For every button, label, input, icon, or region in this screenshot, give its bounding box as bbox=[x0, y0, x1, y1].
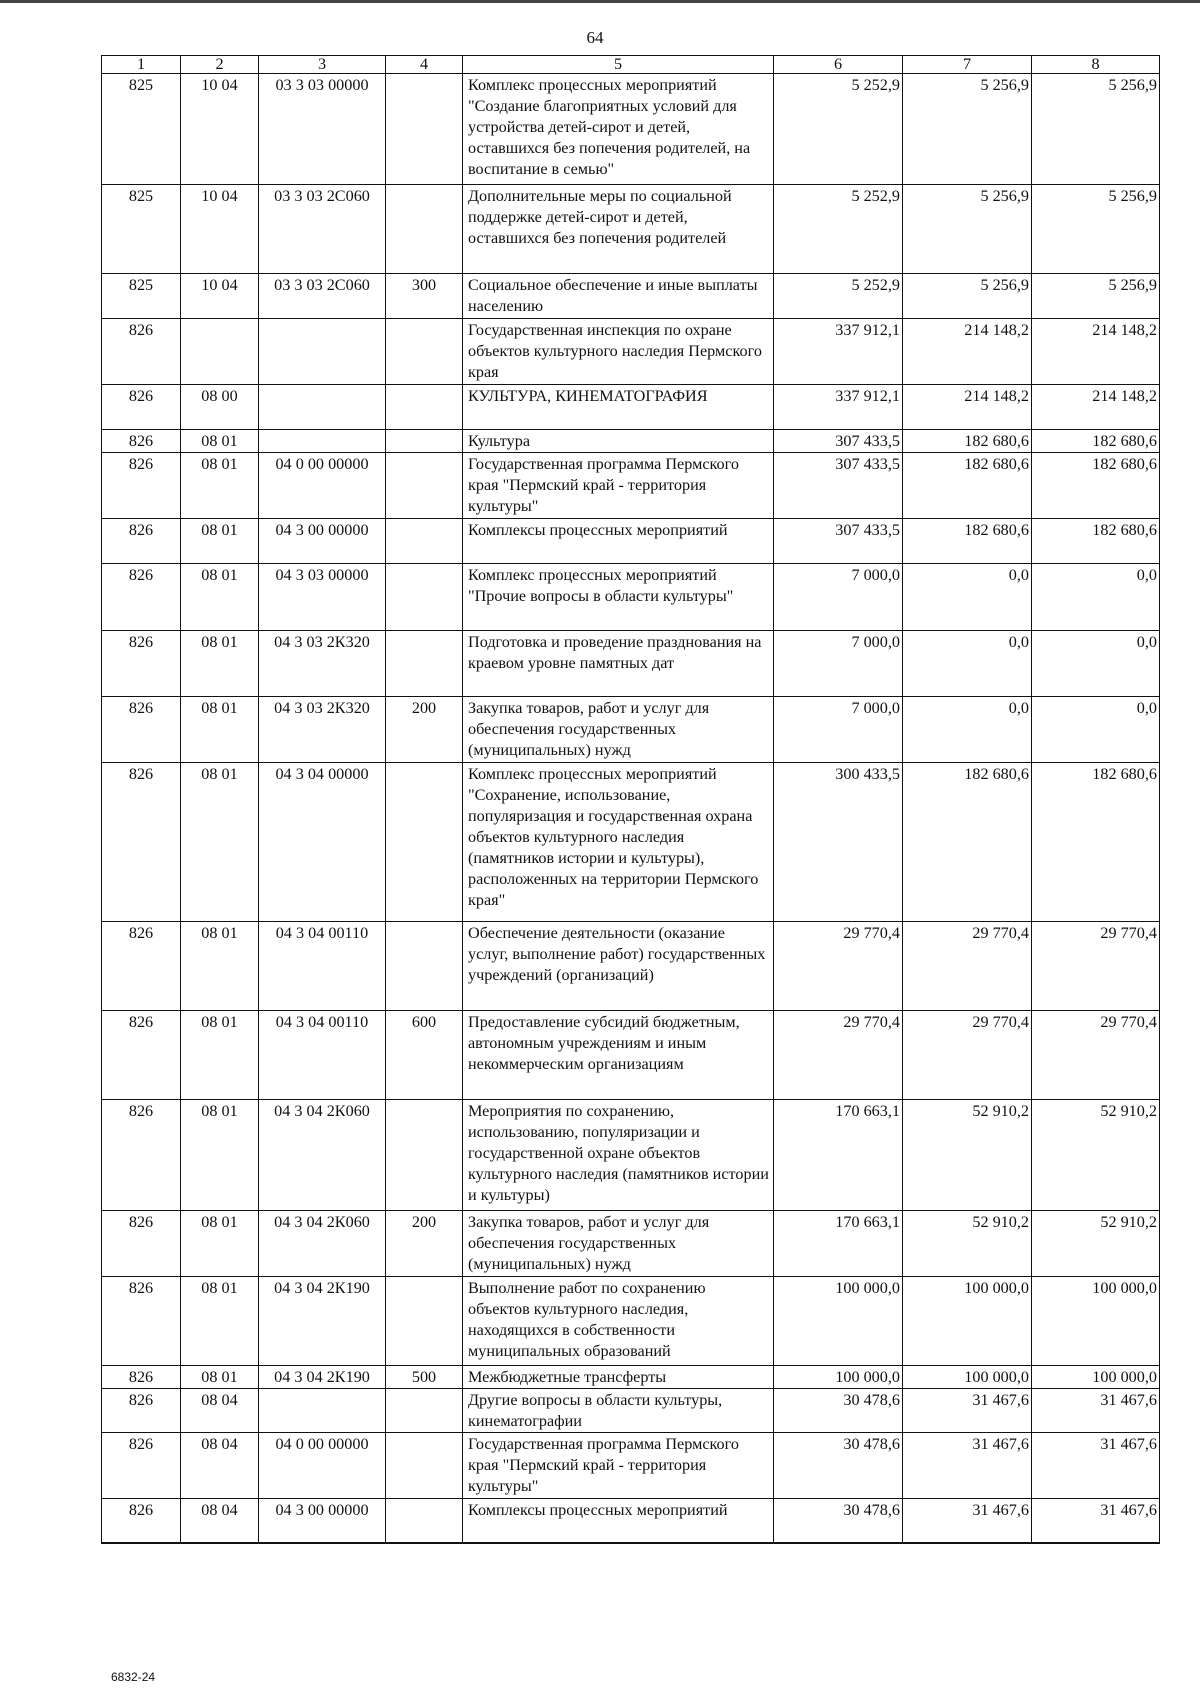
amount-col7-cell: 0,0 bbox=[903, 631, 1032, 697]
target-article-cell: 04 0 00 00000 bbox=[259, 453, 386, 519]
amount-col7-cell: 100 000,0 bbox=[903, 1277, 1032, 1366]
amount-col8-cell: 5 256,9 bbox=[1032, 274, 1160, 319]
section-code-cell: 08 01 bbox=[181, 1277, 259, 1366]
item-name-cell: Государственная инспекция по охране объектов культурного наследия Пермского края bbox=[463, 319, 774, 385]
amount-col7-cell: 5 256,9 bbox=[903, 74, 1032, 185]
amount-col8-cell: 182 680,6 bbox=[1032, 430, 1160, 453]
amount-col7-cell: 0,0 bbox=[903, 697, 1032, 763]
column-header: 6 bbox=[774, 56, 903, 74]
section-code-cell: 08 01 bbox=[181, 1011, 259, 1100]
section-code-cell: 08 00 bbox=[181, 385, 259, 430]
target-article-cell: 04 3 04 2К190 bbox=[259, 1277, 386, 1366]
column-number-row bbox=[102, 56, 1160, 74]
amount-col7-cell: 29 770,4 bbox=[903, 1011, 1032, 1100]
amount-col6-cell: 337 912,1 bbox=[774, 319, 903, 385]
expense-type-cell: 300 bbox=[386, 274, 463, 319]
amount-col6-cell: 307 433,5 bbox=[774, 519, 903, 564]
target-article-cell: 04 3 04 2К060 bbox=[259, 1100, 386, 1211]
item-name-cell: Комплекс процессных мероприятий "Сохранение, использование, популяризация и государственная охрана объектов культурного наследия (памятников истории и культуры), расположенных на территории Пермского края" bbox=[463, 763, 774, 922]
amount-col6-cell: 337 912,1 bbox=[774, 385, 903, 430]
amount-col8-cell: 182 680,6 bbox=[1032, 453, 1160, 519]
item-name-cell: Государственная программа Пермского края "Пермский край - территория культуры" bbox=[463, 453, 774, 519]
section-code-cell: 08 01 bbox=[181, 631, 259, 697]
amount-col6-cell: 30 478,6 bbox=[774, 1389, 903, 1433]
admin-code-cell: 826 bbox=[102, 1277, 181, 1366]
amount-col7-cell: 5 256,9 bbox=[903, 274, 1032, 319]
admin-code-cell: 826 bbox=[102, 631, 181, 697]
amount-col8-cell: 100 000,0 bbox=[1032, 1366, 1160, 1389]
admin-code-cell: 826 bbox=[102, 922, 181, 1011]
section-code-cell bbox=[181, 319, 259, 385]
section-code-cell: 08 01 bbox=[181, 1100, 259, 1211]
expense-type-cell bbox=[386, 763, 463, 922]
admin-code-cell: 826 bbox=[102, 1433, 181, 1499]
amount-col6-cell: 30 478,6 bbox=[774, 1433, 903, 1499]
amount-col8-cell: 182 680,6 bbox=[1032, 763, 1160, 922]
amount-col8-cell: 0,0 bbox=[1032, 697, 1160, 763]
amount-col8-cell: 0,0 bbox=[1032, 631, 1160, 697]
target-article-cell: 04 3 00 00000 bbox=[259, 1499, 386, 1543]
target-article-cell bbox=[259, 1389, 386, 1433]
table-row bbox=[102, 385, 1160, 430]
target-article-cell: 04 3 00 00000 bbox=[259, 519, 386, 564]
amount-col6-cell: 100 000,0 bbox=[774, 1366, 903, 1389]
item-name-cell: Закупка товаров, работ и услуг для обеспечения государственных (муниципальных) нужд bbox=[463, 1211, 774, 1277]
item-name-cell: Межбюджетные трансферты bbox=[463, 1366, 774, 1389]
column-header: 2 bbox=[181, 56, 259, 74]
item-name-cell: Комплекс процессных мероприятий "Создание благоприятных условий для устройства детей-сирот и детей, оставшихся без попечения родителей, на воспитание в семью" bbox=[463, 74, 774, 185]
table-row bbox=[102, 1389, 1160, 1433]
amount-col7-cell: 31 467,6 bbox=[903, 1499, 1032, 1543]
column-header: 3 bbox=[259, 56, 386, 74]
expense-type-cell bbox=[386, 319, 463, 385]
table-row bbox=[102, 1433, 1160, 1499]
expense-type-cell bbox=[386, 519, 463, 564]
target-article-cell: 03 3 03 2С060 bbox=[259, 274, 386, 319]
expense-type-cell: 200 bbox=[386, 1211, 463, 1277]
expense-type-cell: 200 bbox=[386, 697, 463, 763]
item-name-cell: Обеспечение деятельности (оказание услуг, выполнение работ) государственных учреждений (организаций) bbox=[463, 922, 774, 1011]
amount-col7-cell: 5 256,9 bbox=[903, 185, 1032, 274]
table-row bbox=[102, 274, 1160, 319]
table-row bbox=[102, 1499, 1160, 1543]
amount-col7-cell: 182 680,6 bbox=[903, 763, 1032, 922]
item-name-cell: Мероприятия по сохранению, использованию, популяризации и государственной охране объектов культурного наследия (памятников истории и культуры) bbox=[463, 1100, 774, 1211]
section-code-cell: 10 04 bbox=[181, 274, 259, 319]
document-code: 6832-24 bbox=[111, 1670, 156, 1684]
amount-col8-cell: 214 148,2 bbox=[1032, 385, 1160, 430]
expense-type-cell bbox=[386, 385, 463, 430]
amount-col6-cell: 7 000,0 bbox=[774, 564, 903, 631]
target-article-cell bbox=[259, 319, 386, 385]
amount-col7-cell: 52 910,2 bbox=[903, 1211, 1032, 1277]
admin-code-cell: 826 bbox=[102, 430, 181, 453]
item-name-cell: КУЛЬТУРА, КИНЕМАТОГРАФИЯ bbox=[463, 385, 774, 430]
section-code-cell: 08 01 bbox=[181, 1211, 259, 1277]
table-row bbox=[102, 631, 1160, 697]
target-article-cell: 04 0 00 00000 bbox=[259, 1433, 386, 1499]
target-article-cell: 04 3 04 2К190 bbox=[259, 1366, 386, 1389]
amount-col6-cell: 29 770,4 bbox=[774, 1011, 903, 1100]
amount-col7-cell: 31 467,6 bbox=[903, 1433, 1032, 1499]
item-name-cell: Государственная программа Пермского края "Пермский край - территория культуры" bbox=[463, 1433, 774, 1499]
target-article-cell: 04 3 03 2К320 bbox=[259, 631, 386, 697]
amount-col6-cell: 307 433,5 bbox=[774, 453, 903, 519]
amount-col6-cell: 7 000,0 bbox=[774, 697, 903, 763]
column-header: 1 bbox=[102, 56, 181, 74]
table-row bbox=[102, 1100, 1160, 1211]
expense-type-cell bbox=[386, 1499, 463, 1543]
admin-code-cell: 826 bbox=[102, 1100, 181, 1211]
target-article-cell: 04 3 04 00110 bbox=[259, 1011, 386, 1100]
table-row bbox=[102, 1211, 1160, 1277]
amount-col6-cell: 5 252,9 bbox=[774, 274, 903, 319]
amount-col6-cell: 170 663,1 bbox=[774, 1211, 903, 1277]
amount-col8-cell: 31 467,6 bbox=[1032, 1433, 1160, 1499]
target-article-cell: 03 3 03 00000 bbox=[259, 74, 386, 185]
table-row bbox=[102, 453, 1160, 519]
table-row bbox=[102, 74, 1160, 185]
expense-type-cell: 600 bbox=[386, 1011, 463, 1100]
admin-code-cell: 826 bbox=[102, 453, 181, 519]
admin-code-cell: 826 bbox=[102, 564, 181, 631]
amount-col6-cell: 29 770,4 bbox=[774, 922, 903, 1011]
scan-edge bbox=[0, 0, 1200, 3]
target-article-cell: 04 3 04 00110 bbox=[259, 922, 386, 1011]
amount-col7-cell: 29 770,4 bbox=[903, 922, 1032, 1011]
item-name-cell: Подготовка и проведение празднования на краевом уровне памятных дат bbox=[463, 631, 774, 697]
target-article-cell: 04 3 03 00000 bbox=[259, 564, 386, 631]
budget-table bbox=[101, 55, 1160, 1544]
amount-col8-cell: 0,0 bbox=[1032, 564, 1160, 631]
column-header: 7 bbox=[903, 56, 1032, 74]
item-name-cell: Предоставление субсидий бюджетным, автономным учреждениям и иным некоммерческим организациям bbox=[463, 1011, 774, 1100]
amount-col7-cell: 214 148,2 bbox=[903, 385, 1032, 430]
table-row bbox=[102, 1277, 1160, 1366]
admin-code-cell: 825 bbox=[102, 74, 181, 185]
expense-type-cell bbox=[386, 430, 463, 453]
column-header: 5 bbox=[463, 56, 774, 74]
expense-type-cell bbox=[386, 1433, 463, 1499]
amount-col8-cell: 31 467,6 bbox=[1032, 1499, 1160, 1543]
table-body bbox=[102, 56, 1160, 1543]
amount-col8-cell: 5 256,9 bbox=[1032, 185, 1160, 274]
expense-type-cell bbox=[386, 1100, 463, 1211]
expense-type-cell bbox=[386, 185, 463, 274]
section-code-cell: 08 01 bbox=[181, 922, 259, 1011]
table-row bbox=[102, 1366, 1160, 1389]
amount-col7-cell: 0,0 bbox=[903, 564, 1032, 631]
table-row bbox=[102, 519, 1160, 564]
item-name-cell: Культура bbox=[463, 430, 774, 453]
amount-col8-cell: 31 467,6 bbox=[1032, 1389, 1160, 1433]
target-article-cell bbox=[259, 385, 386, 430]
section-code-cell: 08 01 bbox=[181, 697, 259, 763]
target-article-cell bbox=[259, 430, 386, 453]
expense-type-cell bbox=[386, 453, 463, 519]
section-code-cell: 08 04 bbox=[181, 1433, 259, 1499]
amount-col7-cell: 182 680,6 bbox=[903, 519, 1032, 564]
section-code-cell: 10 04 bbox=[181, 74, 259, 185]
admin-code-cell: 826 bbox=[102, 385, 181, 430]
amount-col7-cell: 182 680,6 bbox=[903, 430, 1032, 453]
amount-col8-cell: 29 770,4 bbox=[1032, 1011, 1160, 1100]
amount-col8-cell: 29 770,4 bbox=[1032, 922, 1160, 1011]
section-code-cell: 08 04 bbox=[181, 1499, 259, 1543]
table-row bbox=[102, 697, 1160, 763]
item-name-cell: Закупка товаров, работ и услуг для обеспечения государственных (муниципальных) нужд bbox=[463, 697, 774, 763]
table-row bbox=[102, 1011, 1160, 1100]
section-code-cell: 08 01 bbox=[181, 430, 259, 453]
section-code-cell: 08 01 bbox=[181, 763, 259, 922]
item-name-cell: Комплексы процессных мероприятий bbox=[463, 519, 774, 564]
target-article-cell: 03 3 03 2С060 bbox=[259, 185, 386, 274]
amount-col8-cell: 100 000,0 bbox=[1032, 1277, 1160, 1366]
column-header: 8 bbox=[1032, 56, 1160, 74]
section-code-cell: 08 01 bbox=[181, 564, 259, 631]
item-name-cell: Выполнение работ по сохранению объектов культурного наследия, находящихся в собственности муниципальных образований bbox=[463, 1277, 774, 1366]
admin-code-cell: 826 bbox=[102, 1499, 181, 1543]
table-row bbox=[102, 763, 1160, 922]
amount-col8-cell: 182 680,6 bbox=[1032, 519, 1160, 564]
amount-col7-cell: 214 148,2 bbox=[903, 319, 1032, 385]
admin-code-cell: 826 bbox=[102, 1211, 181, 1277]
admin-code-cell: 826 bbox=[102, 319, 181, 385]
amount-col6-cell: 5 252,9 bbox=[774, 74, 903, 185]
table-row bbox=[102, 564, 1160, 631]
item-name-cell: Дополнительные меры по социальной поддержке детей-сирот и детей, оставшихся без попечения родителей bbox=[463, 185, 774, 274]
amount-col6-cell: 5 252,9 bbox=[774, 185, 903, 274]
amount-col8-cell: 52 910,2 bbox=[1032, 1211, 1160, 1277]
amount-col8-cell: 5 256,9 bbox=[1032, 74, 1160, 185]
target-article-cell: 04 3 04 2К060 bbox=[259, 1211, 386, 1277]
amount-col6-cell: 7 000,0 bbox=[774, 631, 903, 697]
admin-code-cell: 825 bbox=[102, 185, 181, 274]
admin-code-cell: 826 bbox=[102, 1366, 181, 1389]
expense-type-cell bbox=[386, 631, 463, 697]
amount-col7-cell: 31 467,6 bbox=[903, 1389, 1032, 1433]
admin-code-cell: 826 bbox=[102, 763, 181, 922]
amount-col8-cell: 214 148,2 bbox=[1032, 319, 1160, 385]
table-row bbox=[102, 430, 1160, 453]
target-article-cell: 04 3 04 00000 bbox=[259, 763, 386, 922]
expense-type-cell bbox=[386, 922, 463, 1011]
expense-type-cell bbox=[386, 1389, 463, 1433]
item-name-cell: Комплексы процессных мероприятий bbox=[463, 1499, 774, 1543]
table-row bbox=[102, 922, 1160, 1011]
section-code-cell: 08 01 bbox=[181, 1366, 259, 1389]
table-row bbox=[102, 319, 1160, 385]
column-header: 4 bbox=[386, 56, 463, 74]
expense-type-cell bbox=[386, 564, 463, 631]
item-name-cell: Другие вопросы в области культуры, кинематографии bbox=[463, 1389, 774, 1433]
amount-col6-cell: 100 000,0 bbox=[774, 1277, 903, 1366]
expense-type-cell bbox=[386, 1277, 463, 1366]
amount-col8-cell: 52 910,2 bbox=[1032, 1100, 1160, 1211]
amount-col7-cell: 52 910,2 bbox=[903, 1100, 1032, 1211]
admin-code-cell: 826 bbox=[102, 519, 181, 564]
item-name-cell: Комплекс процессных мероприятий "Прочие вопросы в области культуры" bbox=[463, 564, 774, 631]
section-code-cell: 08 01 bbox=[181, 519, 259, 564]
item-name-cell: Социальное обеспечение и иные выплаты населению bbox=[463, 274, 774, 319]
admin-code-cell: 826 bbox=[102, 697, 181, 763]
amount-col6-cell: 170 663,1 bbox=[774, 1100, 903, 1211]
page-number: 64 bbox=[586, 28, 604, 47]
section-code-cell: 08 01 bbox=[181, 453, 259, 519]
admin-code-cell: 825 bbox=[102, 274, 181, 319]
amount-col6-cell: 30 478,6 bbox=[774, 1499, 903, 1543]
amount-col6-cell: 307 433,5 bbox=[774, 430, 903, 453]
section-code-cell: 08 04 bbox=[181, 1389, 259, 1433]
amount-col7-cell: 182 680,6 bbox=[903, 453, 1032, 519]
expense-type-cell: 500 bbox=[386, 1366, 463, 1389]
admin-code-cell: 826 bbox=[102, 1011, 181, 1100]
admin-code-cell: 826 bbox=[102, 1389, 181, 1433]
target-article-cell: 04 3 03 2К320 bbox=[259, 697, 386, 763]
amount-col7-cell: 100 000,0 bbox=[903, 1366, 1032, 1389]
expense-type-cell bbox=[386, 74, 463, 185]
table-row bbox=[102, 185, 1160, 274]
section-code-cell: 10 04 bbox=[181, 185, 259, 274]
amount-col6-cell: 300 433,5 bbox=[774, 763, 903, 922]
